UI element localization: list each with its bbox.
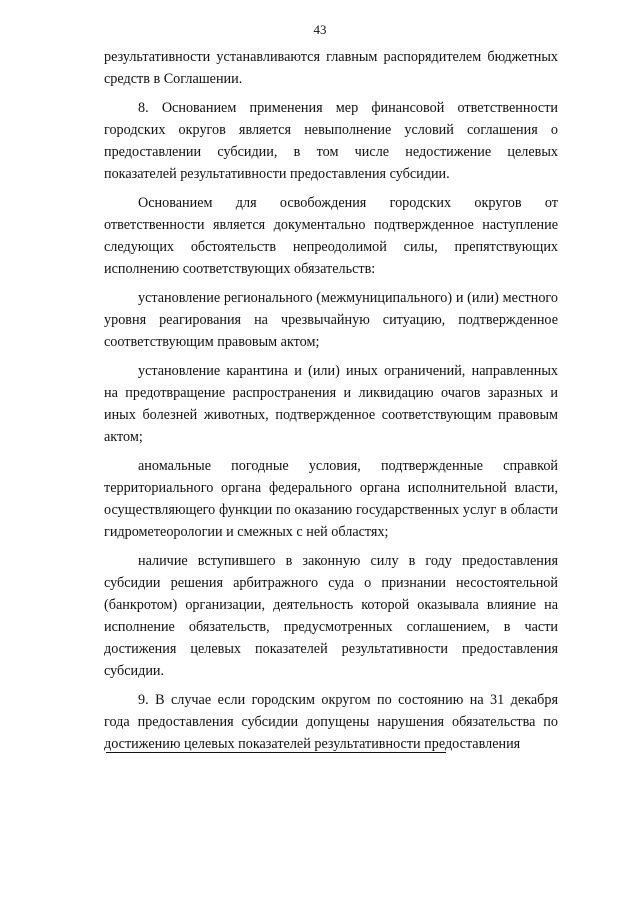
paragraph-exemption-grounds: Основанием для освобождения городских округов от ответственности является документально подтвержденное наступление следующих обстоятельств непреодолимой силы, препятствующих исполнению соответствующих обязательств: <box>104 195 558 277</box>
footer-divider <box>106 752 446 753</box>
paragraph-bankruptcy: наличие вступившего в законную силу в году предоставления субсидии решения арбитражного суда о признании несостоятельной (банкротом) организации, деятельность которой оказывала влияние на исполнение обязательств, предусмотренных соглашением, в части достижения целевых показателей результативности предоставления субсидии. <box>104 553 558 679</box>
paragraph-quarantine: установление карантина и (или) иных ограничений, направленных на предотвращение распространения и ликвидацию очагов заразных и иных болезней животных, подтвержденное соответствующим правовым актом; <box>104 363 558 445</box>
page-number: 43 <box>313 22 327 37</box>
paragraph-emergency-response: установление регионального (межмуниципального) и (или) местного уровня реагирования на чрезвычайную ситуацию, подтвержденное соответствующим правовым актом; <box>104 290 558 350</box>
document-body <box>104 46 558 755</box>
paragraph-clause-9: 9. В случае если городским округом по состоянию на 31 декабря года предоставления субсидии допущены нарушения обязательства по достижению целевых показателей результативности предоставления <box>104 692 558 752</box>
paragraph-clause-8: 8. Основанием применения мер финансовой ответственности городских округов является невыполнение условий соглашения о предоставлении субсидии, в том числе недостижение целевых показателей результативности предоставления субсидии. <box>104 100 558 182</box>
paragraph-weather-conditions: аномальные погодные условия, подтвержденные справкой территориального органа федерального органа исполнительной власти, осуществляющего функции по оказанию государственных услуг в области гидрометеорологии и смежных с ней областях; <box>104 458 558 540</box>
paragraph-continuation: результативности устанавливаются главным распорядителем бюджетных средств в Соглашении. <box>104 49 558 87</box>
